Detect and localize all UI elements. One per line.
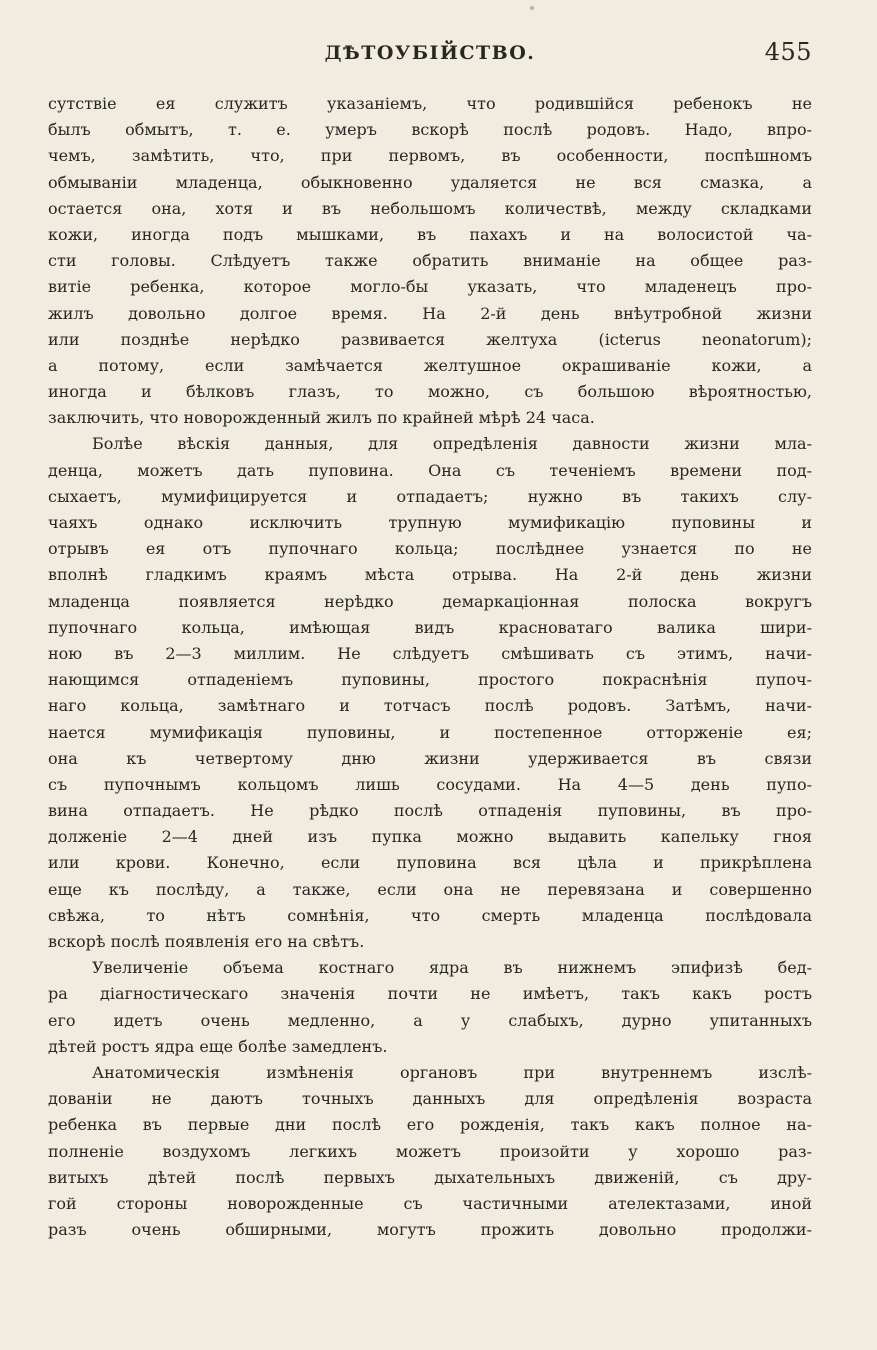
text-line: иногда и бѣлковъ глазъ, то можно, съ большою вѣроятностью, (48, 382, 812, 402)
text-line: вскорѣ послѣ появленія его на свѣтъ. (48, 932, 365, 951)
text-line: сти головы. Слѣдуетъ также обратить вниманіе на общее раз- (48, 251, 812, 271)
text-line: вина отпадаетъ. Не рѣдко послѣ отпаденія пуповины, въ про- (48, 801, 812, 821)
paragraph (48, 434, 812, 958)
text-line: витіе ребенка, которое могло-бы указать, что младенецъ про- (48, 277, 812, 297)
text-line: ра діагностическаго значенія почти не имѣетъ, такъ какъ ростъ (48, 984, 812, 1004)
text-line: разъ очень обширными, могутъ прожить довольно продолжи- (48, 1220, 812, 1240)
text-line: денца, можетъ дать пуповина. Она съ теченіемъ времени под- (48, 460, 812, 480)
text-line: а потому, если замѣчается желтушное окрашиваніе кожи, а (48, 355, 812, 375)
text-line: заключить, что новорожденный жилъ по крайней мѣрѣ 24 часа. (48, 408, 595, 428)
text-line: обмываніи младенца, обыкновенно удаляется не вся смазка, а (48, 172, 812, 192)
text-line: чемъ, замѣтить, что, при первомъ, въ особенности, поспѣшномъ (48, 146, 812, 166)
text-line: нается мумификація пуповины, и постепенное отторженіе ея; (48, 722, 812, 742)
page-number: 455 (764, 38, 812, 66)
text-line: сыхаетъ, мумифицируется и отпадаетъ; нужно въ такихъ слу- (48, 486, 812, 506)
text-line: пупочнаго кольца, имѣющая видъ красноватаго валика шири- (48, 617, 812, 637)
text-line: съ пупочнымъ кольцомъ лишь сосудами. На 4—5 день пупо- (48, 774, 812, 794)
text-line: жилъ довольно долгое время. На 2-й день внѣутробной жизни (48, 303, 812, 323)
paper-speck (530, 6, 534, 10)
paragraph (48, 94, 812, 434)
text-line: еще къ послѣду, а также, если она не перевязана и совершенно (48, 879, 812, 899)
text-line: ребенка въ первые дни послѣ его рожденія, такъ какъ полное на- (48, 1115, 812, 1135)
page-header (48, 38, 812, 70)
text-line: ною въ 2—3 миллим. Не слѣдуетъ смѣшивать съ этимъ, начи- (48, 643, 812, 663)
text-line: наго кольца, замѣтнаго и тотчасъ послѣ родовъ. Затѣмъ, начи- (48, 696, 812, 716)
text-line: чаяхъ однако исключить трупную мумификацію пуповины и (48, 513, 812, 532)
text-line: Анатомическія измѣненія органовъ при внутреннемъ изслѣ- (92, 1062, 812, 1082)
text-line: дованіи не даютъ точныхъ данныхъ для опредѣленія возраста (48, 1089, 812, 1109)
text-line: или позднѣе нерѣдко развивается желтуха (icterus neonatorum); (48, 329, 812, 349)
paragraph (48, 958, 812, 1063)
text-line: или крови. Конечно, если пуповина вся цѣла и прикрѣплена (48, 853, 812, 873)
text-line: она къ четвертому дню жизни удерживается въ связи (48, 748, 812, 768)
text-line: Болѣе вѣскія данныя, для опредѣленія давности жизни мла- (92, 434, 812, 454)
page-body-text (48, 94, 812, 1246)
paragraph (48, 1063, 812, 1246)
text-line: витыхъ дѣтей послѣ первыхъ дыхательныхъ движеній, съ дру- (48, 1167, 812, 1187)
text-line: вполнѣ гладкимъ краямъ мѣста отрыва. На 2-й день жизни (48, 565, 812, 585)
text-line: гой стороны новорожденные съ частичными ателектазами, иной (48, 1193, 812, 1213)
text-line: кожи, иногда подъ мышками, въ пахахъ и на волосистой ча- (48, 224, 812, 244)
text-line: дѣтей ростъ ядра еще болѣе замедленъ. (48, 1036, 388, 1056)
text-line: былъ обмытъ, т. е. умеръ вскорѣ послѣ родовъ. Надо, впро- (48, 120, 812, 140)
text-line: остается она, хотя и въ небольшомъ количествѣ, между складками (48, 198, 812, 218)
text-line: полненіе воздухомъ легкихъ можетъ произойти у хорошо раз- (48, 1141, 812, 1161)
text-line: младенца появляется нерѣдко демаркаціонная полоска вокругъ (48, 591, 812, 611)
text-line: его идетъ очень медленно, а у слабыхъ, дурно упитанныхъ (48, 1010, 812, 1030)
text-line: сутствіе ея служитъ указаніемъ, что родившійся ребенокъ не (48, 94, 812, 113)
text-line: отрывъ ея отъ пупочнаго кольца; послѣднее узнается по не (48, 539, 812, 559)
text-line: нающимся отпаденіемъ пуповины, простого покраснѣнія пупоч- (48, 670, 812, 690)
text-line: свѣжа, то нѣтъ сомнѣнія, что смерть младенца послѣдовала (48, 905, 812, 925)
text-line: долженіе 2—4 дней изъ пупка можно выдавить капельку гноя (48, 827, 812, 847)
running-title: ДѢТОУБІЙСТВО. (324, 42, 536, 64)
text-line: Увеличеніе объема костнаго ядра въ нижнемъ эпифизѣ бед- (92, 958, 812, 978)
